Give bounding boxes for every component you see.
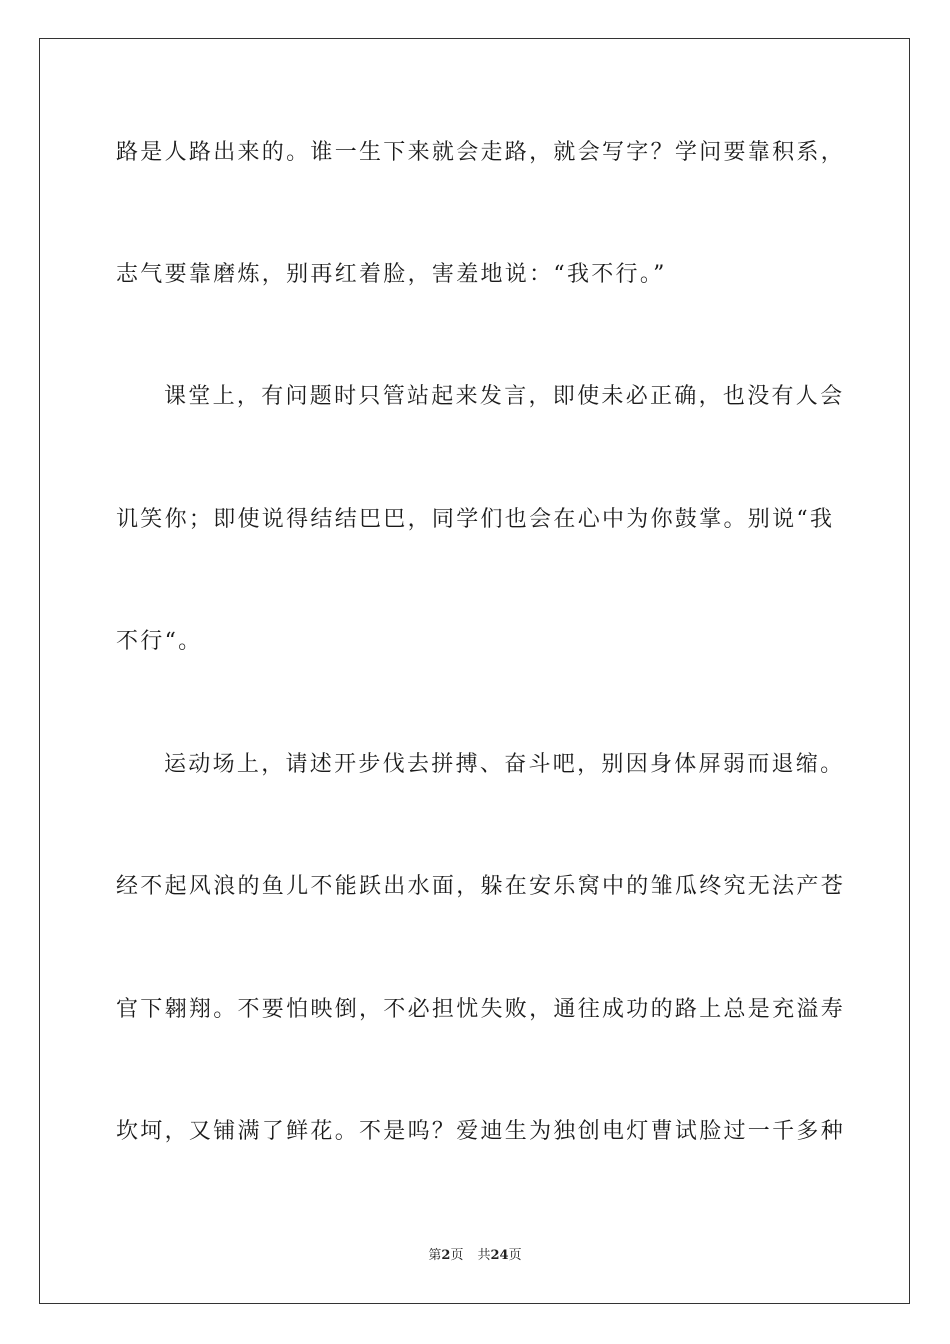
paragraph-line: 讥笑你；即使说得结结巴巴，同学们也会在心中为你鼓掌。别说“我 — [116, 507, 835, 532]
page-footer — [0, 1247, 950, 1265]
paragraph-line: 不行“。 — [116, 629, 203, 654]
page-number: 2 — [441, 1248, 451, 1263]
total-suffix: 页 — [508, 1248, 522, 1263]
paragraph-line: 官下翱翔。不要怕映倒，不必担忧失败，通往成功的路上总是充溢寿 — [116, 997, 846, 1022]
paragraph-line: 坎坷，又铺满了鲜花。不是呜？爱迪生为独创电灯曹试脸过一千多种 — [116, 1119, 846, 1144]
paragraph-line: 经不起风浪的鱼儿不能跃出水面，躲在安乐窝中的雏瓜终究无法产苍 — [116, 874, 846, 899]
total-prefix: 共 — [477, 1248, 491, 1263]
paragraph-line: 课堂上，有问题时只管站起来发言，即使未必正确，也没有人会 — [164, 384, 845, 409]
page-prefix: 第 — [428, 1248, 442, 1263]
paragraph-line: 路是人路出来的。谁一生下来就会走路，就会写字？学问要靠积系， — [116, 140, 846, 165]
paragraph-line: 运动场上，请述开步伐去拼搏、奋斗吧，别因身体屏弱而退缩。 — [164, 752, 845, 777]
page-border — [39, 38, 910, 1304]
page-suffix: 页 — [450, 1248, 464, 1263]
paragraph-line: 志气要靠磨炼，别再红着脸，害羞地说：“我不行。” — [116, 262, 667, 287]
page-total: 24 — [490, 1248, 509, 1263]
